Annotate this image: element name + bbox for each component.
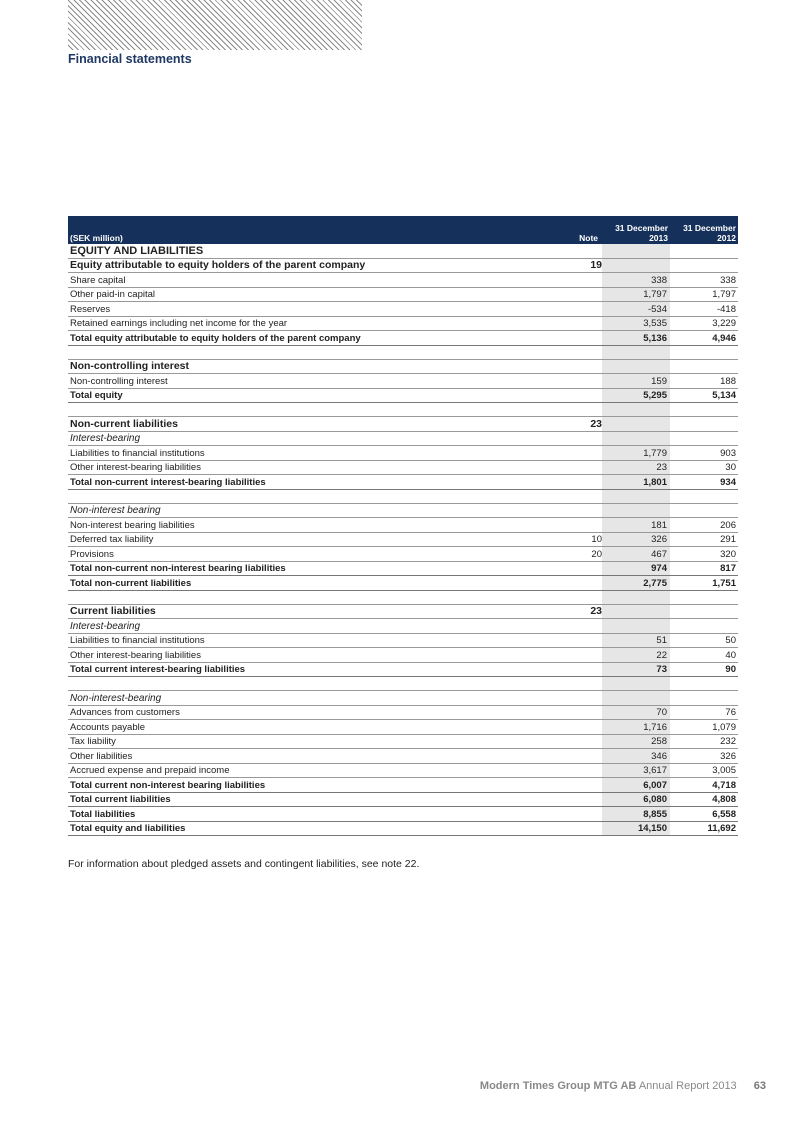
row-label: Non-controlling interest [70, 375, 168, 387]
table-row [68, 547, 738, 562]
table-row [68, 648, 738, 663]
footer-report: Annual Report 2013 [638, 1080, 737, 1092]
value-2012 [670, 516, 738, 517]
table-spacer-row [68, 677, 738, 691]
table-row [68, 749, 738, 764]
table-row [68, 793, 738, 808]
value-2013: 51 [602, 634, 670, 648]
value-2013: -534 [602, 302, 670, 316]
row-note [572, 704, 602, 705]
value-2013: 3,617 [602, 764, 670, 778]
value-2013: 8,855 [602, 807, 670, 821]
table-row [68, 518, 738, 533]
value-2013 [602, 346, 670, 359]
row-label: Non-interest bearing liabilities [70, 519, 195, 531]
table-row [68, 244, 738, 259]
row-note [572, 300, 602, 301]
row-label: Tax liability [70, 736, 116, 747]
row-note [572, 603, 602, 604]
table-row [68, 634, 738, 649]
row-note [572, 415, 602, 416]
value-2013: 73 [602, 663, 670, 677]
row-note [572, 776, 602, 777]
table-row [68, 562, 738, 577]
note-column-header: Note [579, 233, 598, 243]
row-label: Total current liabilities [70, 794, 171, 805]
value-2012: -418 [716, 303, 736, 315]
row-label: Provisions [70, 548, 114, 560]
table-row [68, 331, 738, 346]
row-note [572, 502, 602, 503]
row-label: Other liabilities [70, 750, 133, 762]
table-row [68, 273, 738, 288]
table-row [68, 302, 738, 317]
row-note [572, 675, 602, 676]
value-2013: 1,801 [602, 475, 670, 489]
row-note [572, 574, 602, 575]
value-2013 [602, 591, 670, 604]
row-label: Share capital [70, 274, 126, 286]
row-label: Total liabilities [70, 808, 136, 820]
row-label: Accounts payable [70, 721, 145, 733]
row-label: Non-current liabilities [70, 417, 178, 430]
table-spacer-row [68, 591, 738, 605]
table-row [68, 360, 738, 375]
value-2013 [602, 432, 670, 446]
value-2013: 1,779 [602, 446, 670, 460]
value-2013: 974 [602, 562, 670, 576]
value-2012: 3,229 [712, 318, 736, 329]
row-label: Interest-bearing [70, 620, 141, 632]
row-label: Current liabilities [70, 605, 156, 617]
row-label: Total equity and liabilities [70, 823, 186, 834]
value-2013: 6,080 [602, 793, 670, 807]
row-note [572, 589, 602, 590]
row-note [572, 257, 602, 258]
row-label: Total non-current liabilities [70, 577, 192, 589]
value-2012 [670, 632, 738, 633]
row-note [572, 689, 602, 690]
value-2012 [670, 257, 738, 258]
value-2012: 30 [725, 462, 736, 473]
row-note [572, 646, 602, 647]
row-note [572, 401, 602, 402]
row-note: 23 [590, 417, 602, 430]
value-2013 [602, 605, 670, 619]
row-label: Liabilities to financial institutions [70, 447, 205, 459]
row-note [572, 473, 602, 474]
table-row [68, 663, 738, 678]
value-2012: 188 [720, 375, 736, 387]
row-label [68, 603, 572, 604]
value-2013 [602, 677, 670, 690]
row-label: Other interest-bearing liabilities [70, 462, 201, 473]
row-note [572, 459, 602, 460]
page-number: 63 [753, 1080, 766, 1092]
table-row [68, 389, 738, 404]
table-row [68, 446, 738, 461]
table-body [68, 244, 738, 836]
table-row [68, 288, 738, 303]
row-note [572, 718, 602, 719]
row-note: 20 [591, 548, 602, 560]
value-2012: 232 [720, 736, 736, 747]
value-2013 [602, 619, 670, 633]
row-label [68, 689, 572, 690]
row-label: Deferred tax liability [70, 534, 154, 545]
value-2013: 14,150 [602, 822, 670, 836]
table-row [68, 807, 738, 822]
table-row [68, 735, 738, 750]
value-2012: 11,692 [707, 823, 736, 834]
value-2013: 326 [602, 533, 670, 547]
row-label: Non-controlling interest [70, 360, 189, 372]
row-label: Equity attributable to equity holders of the parent company [70, 259, 366, 271]
value-2013 [602, 504, 670, 518]
row-label: Other interest-bearing liabilities [70, 649, 201, 661]
page-footer [480, 1080, 766, 1092]
row-label: Interest-bearing [70, 433, 141, 444]
value-2013: 5,295 [602, 389, 670, 403]
value-2012: 320 [720, 548, 736, 560]
row-note: 23 [590, 605, 602, 617]
row-label: Advances from customers [70, 707, 180, 718]
row-note [572, 733, 602, 734]
footer-company: Modern Times Group MTG AB [479, 1080, 637, 1092]
value-2012 [670, 617, 738, 618]
row-label: Non-interest bearing [70, 505, 161, 516]
table-row [68, 259, 738, 274]
row-note [572, 762, 602, 763]
row-note [572, 820, 602, 821]
row-label: Total current non-interest bearing liabilities [70, 779, 266, 791]
value-2012 [670, 415, 738, 416]
row-label: Total non-current interest-bearing liabilities [70, 476, 266, 488]
value-2013: 3,535 [602, 317, 670, 331]
row-label [68, 415, 572, 416]
row-note [572, 747, 602, 748]
value-2012: 4,946 [712, 332, 736, 344]
value-2012: 50 [725, 635, 736, 646]
value-2013 [602, 259, 670, 273]
row-label [68, 358, 572, 359]
row-label: Total equity [70, 390, 123, 401]
value-2012: 40 [725, 649, 736, 661]
value-2012: 903 [720, 447, 736, 459]
value-2013: 2,775 [602, 576, 670, 590]
table-row [68, 317, 738, 332]
table-spacer-row [68, 346, 738, 360]
row-label: EQUITY AND LIABILITIES [70, 244, 204, 257]
row-label: Total equity attributable to equity holders of the parent company [70, 332, 361, 344]
row-label: Other paid-in capital [70, 289, 156, 300]
table-row [68, 778, 738, 793]
row-note [572, 444, 602, 445]
value-2013 [602, 490, 670, 503]
table-row [68, 461, 738, 476]
value-2012: 76 [725, 707, 736, 718]
value-2012 [670, 372, 738, 373]
unit-label: (SEK million) [70, 233, 123, 243]
value-2012: 1,079 [712, 721, 736, 733]
row-note [572, 661, 602, 662]
table-row [68, 432, 738, 447]
value-2012: 5,134 [712, 390, 736, 401]
value-2012 [670, 689, 738, 690]
decorative-hatch-pattern [68, 0, 362, 50]
value-2012: 4,718 [712, 779, 736, 791]
table-row [68, 504, 738, 519]
row-note: 19 [590, 259, 602, 271]
row-label: Non-interest-bearing [70, 692, 162, 704]
row-note [572, 632, 602, 633]
value-2013: 258 [602, 735, 670, 749]
value-2013: 338 [602, 273, 670, 287]
value-2013: 23 [602, 461, 670, 475]
value-2012: 326 [720, 750, 736, 762]
table-row [68, 619, 738, 634]
column-header-2012: 31 December 2012 [683, 223, 736, 243]
table-row [68, 605, 738, 620]
value-2012 [670, 603, 738, 604]
table-header [68, 216, 738, 244]
row-note [572, 329, 602, 330]
footnote: For information about pledged assets and contingent liabilities, see note 22. [68, 858, 420, 870]
value-2013: 70 [602, 706, 670, 720]
row-note [572, 834, 602, 835]
row-note [572, 791, 602, 792]
value-2013 [602, 417, 670, 431]
row-label: Reserves [70, 303, 111, 315]
row-label: Accrued expense and prepaid income [70, 765, 230, 776]
value-2012: 90 [725, 664, 736, 675]
table-row [68, 576, 738, 591]
column-header-2013: 31 December 2013 [615, 223, 668, 243]
table-row [68, 764, 738, 779]
value-2013: 346 [602, 749, 670, 763]
table-row [68, 720, 738, 735]
row-note [572, 372, 602, 373]
value-2012 [670, 430, 738, 431]
value-2012: 338 [720, 274, 736, 286]
row-note: 10 [591, 534, 602, 545]
section-title: Financial statements [68, 52, 192, 66]
value-2013 [602, 360, 670, 374]
table-row [68, 417, 738, 432]
table-row [68, 822, 738, 837]
value-2013: 159 [602, 374, 670, 388]
row-label: Retained earnings including net income for the year [70, 318, 288, 329]
row-note [572, 531, 602, 532]
value-2013: 1,716 [602, 720, 670, 734]
row-note [572, 516, 602, 517]
value-2012 [670, 358, 738, 359]
value-2012: 3,005 [712, 765, 736, 776]
table-row [68, 691, 738, 706]
value-2013: 1,797 [602, 288, 670, 302]
value-2013: 6,007 [602, 778, 670, 792]
row-label [68, 502, 572, 503]
value-2013 [602, 403, 670, 416]
value-2012: 934 [720, 476, 736, 488]
row-label: Liabilities to financial institutions [70, 635, 205, 646]
value-2013: 22 [602, 648, 670, 662]
table-row [68, 533, 738, 548]
value-2012: 6,558 [712, 808, 736, 820]
value-2012: 291 [720, 534, 736, 545]
value-2012 [670, 704, 738, 705]
value-2012: 4,808 [712, 794, 736, 805]
table-row [68, 475, 738, 490]
table-spacer-row [68, 403, 738, 417]
value-2012: 1,751 [712, 577, 736, 589]
row-label: Total non-current non-interest bearing liabilities [70, 563, 286, 574]
value-2012: 1,797 [712, 289, 736, 300]
row-note [572, 805, 602, 806]
row-note [572, 286, 602, 287]
value-2013 [602, 691, 670, 705]
value-2012 [670, 444, 738, 445]
row-label: Total current interest-bearing liabilities [70, 664, 246, 675]
row-note [572, 358, 602, 359]
table-spacer-row [68, 490, 738, 504]
balance-sheet-table [68, 216, 738, 836]
row-note [572, 344, 602, 345]
row-note [572, 488, 602, 489]
value-2012: 206 [720, 519, 736, 531]
value-2012: 817 [720, 563, 736, 574]
table-row [68, 706, 738, 721]
value-2012 [670, 271, 738, 272]
row-note [572, 387, 602, 388]
value-2013: 181 [602, 518, 670, 532]
value-2013: 467 [602, 547, 670, 561]
value-2013: 5,136 [602, 331, 670, 345]
row-note [572, 315, 602, 316]
value-2013 [602, 244, 670, 258]
value-2012 [670, 502, 738, 503]
table-row [68, 374, 738, 389]
